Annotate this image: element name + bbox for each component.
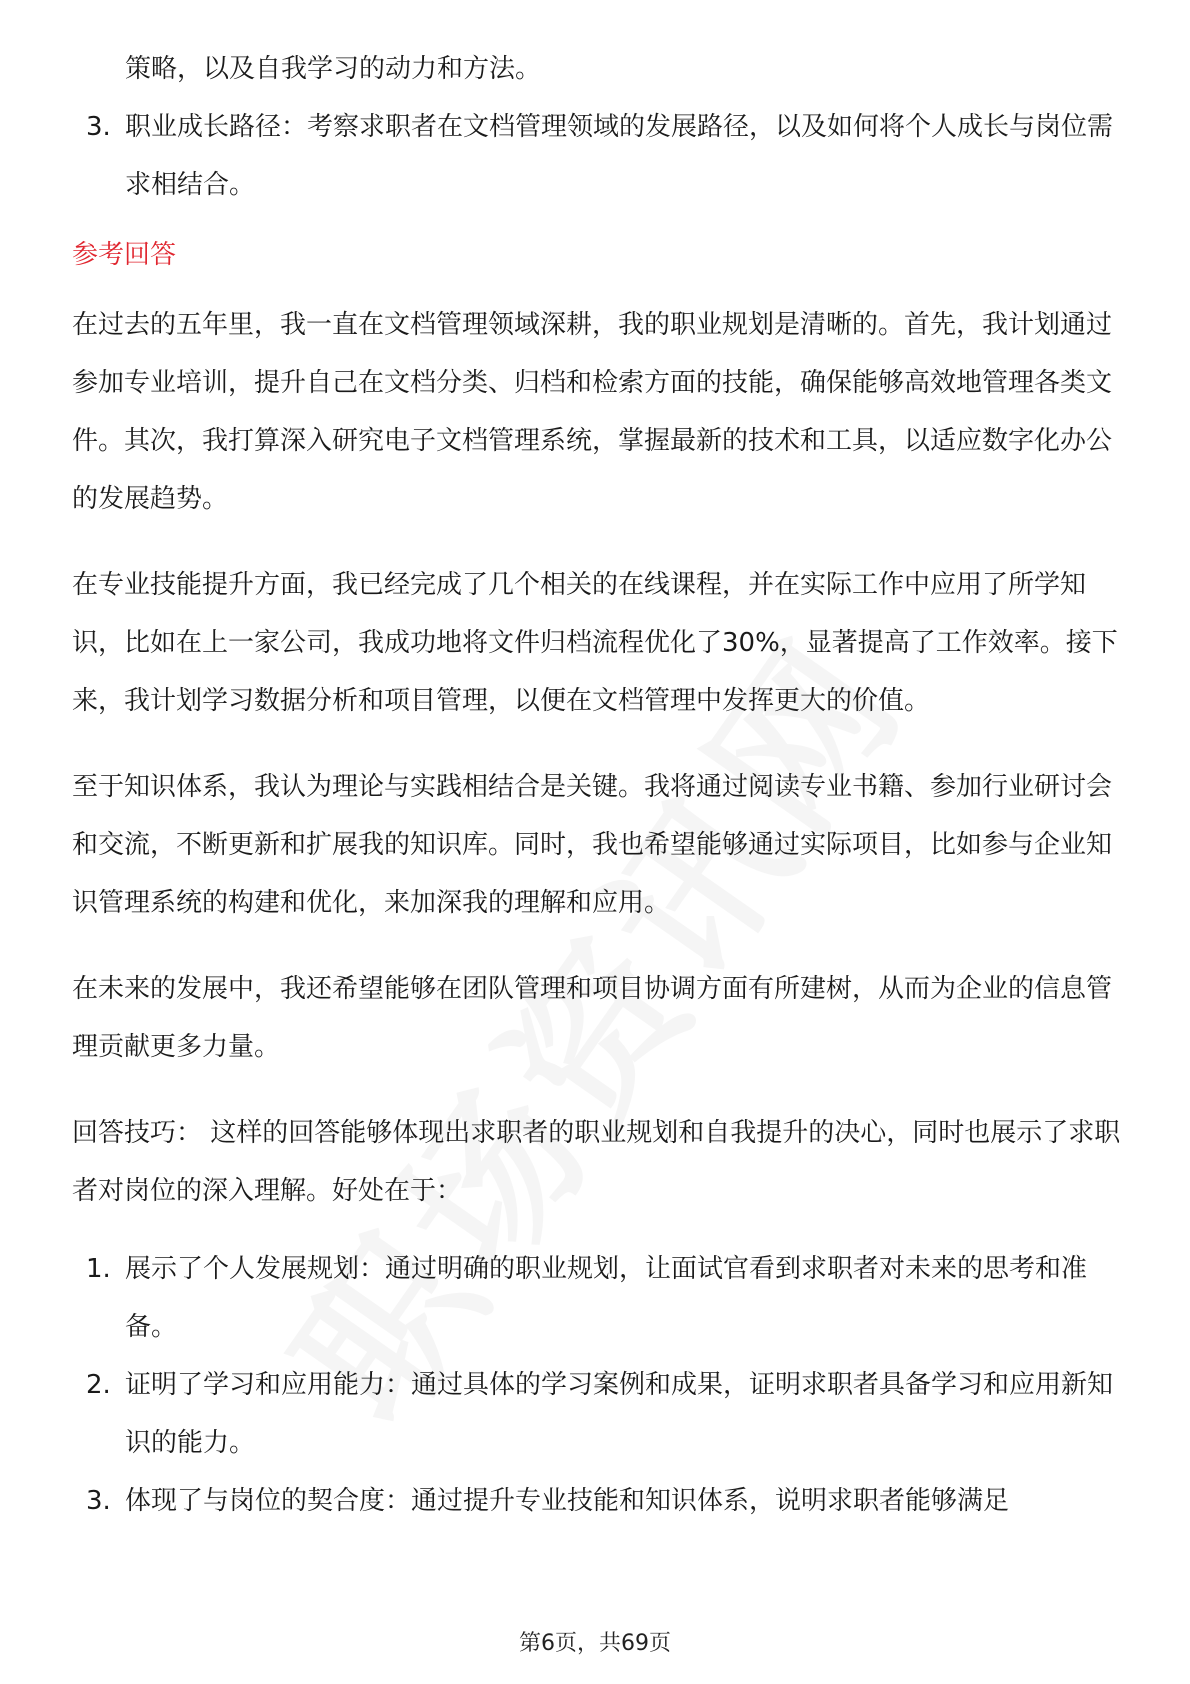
benefits-list	[72, 1240, 1122, 1530]
list-text: 展示了个人发展规划：通过明确的职业规划，让面试官看到求职者对未来的思考和准备。	[125, 1254, 1088, 1342]
page-footer: 第6页，共69页	[519, 1631, 671, 1656]
list-number: 1.	[86, 1254, 111, 1284]
list-number: 2.	[86, 1370, 111, 1400]
paragraph: 在未来的发展中，我还希望能够在团队管理和项目协调方面有所建树，从而为企业的信息管理贡献更多力量。	[72, 974, 1113, 1062]
list-text: 职业成长路径：考察求职者在文档管理领域的发展路径，以及如何将个人成长与岗位需求相结合。	[125, 112, 1114, 200]
list-item	[72, 1472, 1122, 1530]
continuation-line: 策略，以及自我学习的动力和方法。	[125, 54, 542, 84]
list-text: 证明了学习和应用能力：通过具体的学习案例和成果，证明求职者具备学习和应用新知识的能力。	[125, 1370, 1114, 1458]
list-number: 3.	[86, 1486, 111, 1516]
top-list	[72, 98, 1122, 214]
list-item	[72, 1240, 1122, 1356]
list-item	[72, 1356, 1122, 1472]
list-number: 3.	[86, 112, 111, 142]
document-body	[72, 40, 1122, 1530]
list-item	[72, 98, 1122, 214]
paragraph: 至于知识体系，我认为理论与实践相结合是关键。我将通过阅读专业书籍、参加行业研讨会和交流，不断更新和扩展我的知识库。同时，我也希望能够通过实际项目，比如参与企业知识管理系统的构建和优化，来加深我的理解和应用。	[72, 772, 1113, 918]
answer-tips: 回答技巧： 这样的回答能够体现出求职者的职业规划和自我提升的决心，同时也展示了求职者对岗位的深入理解。好处在于：	[72, 1118, 1121, 1206]
section-title: 参考回答	[72, 240, 177, 270]
paragraph: 在过去的五年里，我一直在文档管理领域深耕，我的职业规划是清晰的。首先，我计划通过参加专业培训，提升自己在文档分类、归档和检索方面的技能，确保能够高效地管理各类文件。其次，我打算深入研究电子文档管理系统，掌握最新的技术和工具，以适应数字化办公的发展趋势。	[72, 310, 1113, 514]
paragraph: 在专业技能提升方面，我已经完成了几个相关的在线课程，并在实际工作中应用了所学知识，比如在上一家公司，我成功地将文件归档流程优化了30%，显著提高了工作效率。接下来，我计划学习数据分析和项目管理，以便在文档管理中发挥更大的价值。	[72, 570, 1118, 716]
list-text: 体现了与岗位的契合度：通过提升专业技能和知识体系，说明求职者能够满足	[125, 1486, 1010, 1516]
